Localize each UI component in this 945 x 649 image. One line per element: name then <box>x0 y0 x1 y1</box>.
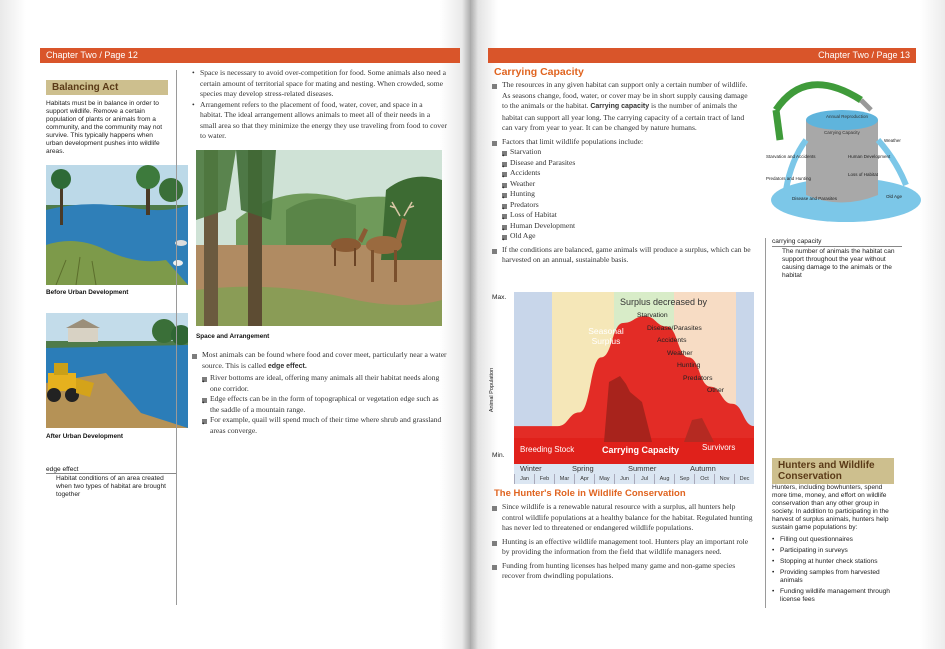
month-label: Apr <box>574 474 594 484</box>
side-list-item: • Funding wildlife management through license fees <box>772 588 894 604</box>
month-label: May <box>594 474 614 484</box>
factor-item: • Human Development <box>502 221 754 232</box>
balancing-act-text: Habitats must be in balance in order to support wildlife. Remove a certain population of plants or animals from a community, and the community may not survive. This typically happens when urban development pushes into wildlife areas. <box>46 100 163 155</box>
month-label: Sep <box>674 474 694 484</box>
surplus-item: Accidents <box>657 337 687 344</box>
hose-label: Annual Reproduction <box>826 114 869 119</box>
factor-item: • Starvation <box>502 147 754 158</box>
factor-item: • Predators <box>502 200 754 211</box>
surplus-item: Predators <box>683 374 713 382</box>
surplus-item: Disease/Parasites <box>647 324 702 332</box>
season-label: Autumn <box>690 464 716 473</box>
balancing-act-heading: Balancing Act <box>46 80 168 95</box>
season-label: Summer <box>628 464 657 473</box>
hunters-role-bullets <box>492 502 754 582</box>
hunters-conservation-text: Hunters, including bowhunters, spend more time, money, and effort on wildlife conservation than any other group in society. In addition to participating in the harvest of surplus animals, hunters help sustain game populations by: <box>772 484 889 531</box>
month-label: Mar <box>554 474 574 484</box>
factor-item: • Old Age <box>502 231 754 242</box>
surplus-paragraph: If the conditions are balanced, game animals will produce a surplus, which can be harvested on an annual, sustainable basis. <box>492 245 754 266</box>
hunters-bullet: Funding from hunting licenses has helped many game and non-game species recover from dwindling populations. <box>492 561 754 582</box>
surplus-item: Starvation <box>637 312 668 319</box>
hose-label: Loss of Habitat <box>848 172 879 177</box>
carrying-capacity-label: Carrying Capacity <box>602 445 680 455</box>
after-urban-development-illustration <box>46 313 188 428</box>
side-list-item: • Stopping at hunter check stations <box>772 558 894 566</box>
left-page-header <box>40 48 460 63</box>
edge-effect-text: Habitat conditions of an area created when two types of habitat are brought together <box>46 473 176 499</box>
left-header-text: Chapter Two / Page 12 <box>46 50 138 60</box>
left-page <box>0 0 470 649</box>
hose-label: Carrying Capacity <box>824 130 860 135</box>
caption-before-urban: Before Urban Development <box>46 289 129 296</box>
carrying-capacity-title: Carrying Capacity <box>494 66 584 78</box>
hose-label: Starvation and Accidents <box>766 154 816 159</box>
caption-space-arrangement: Space and Arrangement <box>196 333 270 340</box>
surplus-item: Other <box>707 387 724 394</box>
edge-effect-lead: Most animals can be found where food and cover meet, particularly near a water source. This is called <box>202 350 447 370</box>
factor-item: • Loss of Habitat <box>502 210 754 221</box>
side-list-item: • Participating in surveys <box>772 547 894 555</box>
surplus-decreased-title: Surplus decreased by <box>620 297 708 307</box>
edge-effect-term: edge effect <box>46 466 79 473</box>
cc-def-text: The number of animals the habitat can support throughout the year without causing damage to the animals or the habitat <box>772 246 902 280</box>
right-page <box>470 0 945 649</box>
chart-y-axis-label: Animal Population <box>489 367 496 413</box>
seasonal-surplus-label: Seasonal Surplus <box>588 326 624 346</box>
season-row <box>514 464 754 474</box>
hunters-bullet: Hunting is an effective wildlife management tool. Hunters play an important role by providing the information from the field that wildlife managers need. <box>492 537 754 558</box>
bullet-space: • Space is necessary to avoid over-competition for food. Some animals also need a certain amount of territorial space for mating and nesting. When crowded, some species may develop stress-related diseases. <box>192 68 447 100</box>
factor-item: • Disease and Parasites <box>502 158 754 169</box>
factor-item: • Weather <box>502 179 754 190</box>
side-list-item: • Filling out questionnaires <box>772 536 894 544</box>
space-and-arrangement-illustration <box>196 150 442 326</box>
side-list-item: • Providing samples from harvested animals <box>772 569 894 585</box>
carrying-capacity-bucket-illustration <box>766 70 924 235</box>
edge-sub-3: • For example, quail will spend much of their time where shrub and grassland areas converge. <box>202 415 447 436</box>
carrying-capacity-definition <box>772 238 902 280</box>
hose-label: Disease and Parasites <box>792 196 838 201</box>
month-label: Jul <box>634 474 654 484</box>
population-chart <box>489 290 758 485</box>
before-urban-development-illustration <box>46 165 188 285</box>
edge-sub-2: • Edge effects can be in the form of topographical or vegetation edge such as the saddle of a mountain range. <box>202 394 447 415</box>
chart-max-label: Max. <box>492 294 507 301</box>
month-label: Nov <box>714 474 734 484</box>
month-label: Aug <box>654 474 674 484</box>
carrying-capacity-section <box>492 80 754 266</box>
cc-paragraph: The resources in any given habitat can support only a certain number of wildlife. As seasons change, food, water, or cover may be in short supply causing damage to the animals or the habitat. Carrying capacity is the number of animals the habitat can support all year long. The carrying capacity of a certain tract of land can vary from year to year. It can be changed by nature humans. <box>492 80 754 134</box>
surplus-item: Hunting <box>677 362 701 369</box>
month-label: Oct <box>694 474 714 484</box>
factors-paragraph: Factors that limit wildlife populations include: • Starvation • Disease and Parasites • Accidents • Weather • Hunting • Predators • Loss of Habitat • Human Development • Old Age <box>492 137 754 242</box>
hunters-role-title: The Hunter's Role in Wildlife Conservation <box>494 488 686 499</box>
right-header-text: Chapter Two / Page 13 <box>818 50 910 60</box>
month-label: Feb <box>534 474 554 484</box>
chart-min-label: Min. <box>492 452 505 459</box>
right-column-divider <box>765 238 766 608</box>
cc-def-term: carrying capacity <box>772 238 822 245</box>
season-label: Winter <box>520 464 542 473</box>
survivors-label: Survivors <box>702 443 736 452</box>
factors-list <box>502 147 754 242</box>
hunters-conservation-heading: Hunters and Wildlife Conservation <box>772 458 894 484</box>
book-gutter <box>462 0 478 649</box>
surplus-items-list <box>637 310 757 398</box>
edge-effect-definition <box>46 466 176 499</box>
month-label: Jan <box>514 474 534 484</box>
edge-effect-section <box>192 350 447 436</box>
breeding-stock-label: Breeding Stock <box>520 445 575 454</box>
left-column-divider <box>176 70 177 605</box>
hose-label: Weather <box>884 138 901 143</box>
caption-after-urban: After Urban Development <box>46 433 124 440</box>
month-label: Dec <box>734 474 754 484</box>
month-label: Jun <box>614 474 634 484</box>
factor-item: • Accidents <box>502 168 754 179</box>
surplus-item: Weather <box>667 349 693 357</box>
hose-label: Old Age <box>886 194 903 199</box>
bullet-arrangement: • Arrangement refers to the placement of food, water, cover, and space in a habitat. The ideal arrangement allows animals to meet all of their needs in a small area so that they minimize the energy they use traveling from food to cover to water. <box>192 100 447 142</box>
month-row <box>514 474 754 484</box>
hose-label: Predators and Hunting <box>766 176 812 181</box>
factor-item: • Hunting <box>502 189 754 200</box>
season-label: Spring <box>572 464 594 473</box>
edge-effect-term-inline: edge effect. <box>267 362 307 370</box>
right-page-header <box>488 48 916 63</box>
hunters-bullet: Since wildlife is a renewable natural resource with a surplus, all hunters help control wildlife populations at a healthy balance for the habitat. Regulated hunting has never led to threatened or endangered wildlife populations. <box>492 502 754 534</box>
hunters-conservation-list <box>772 536 894 604</box>
edge-sub-1: • River bottoms are ideal, offering many animals all their habitat needs along one corridor. <box>202 373 447 394</box>
hose-label: Human Development <box>848 154 891 159</box>
space-arrangement-bullets <box>192 68 447 142</box>
